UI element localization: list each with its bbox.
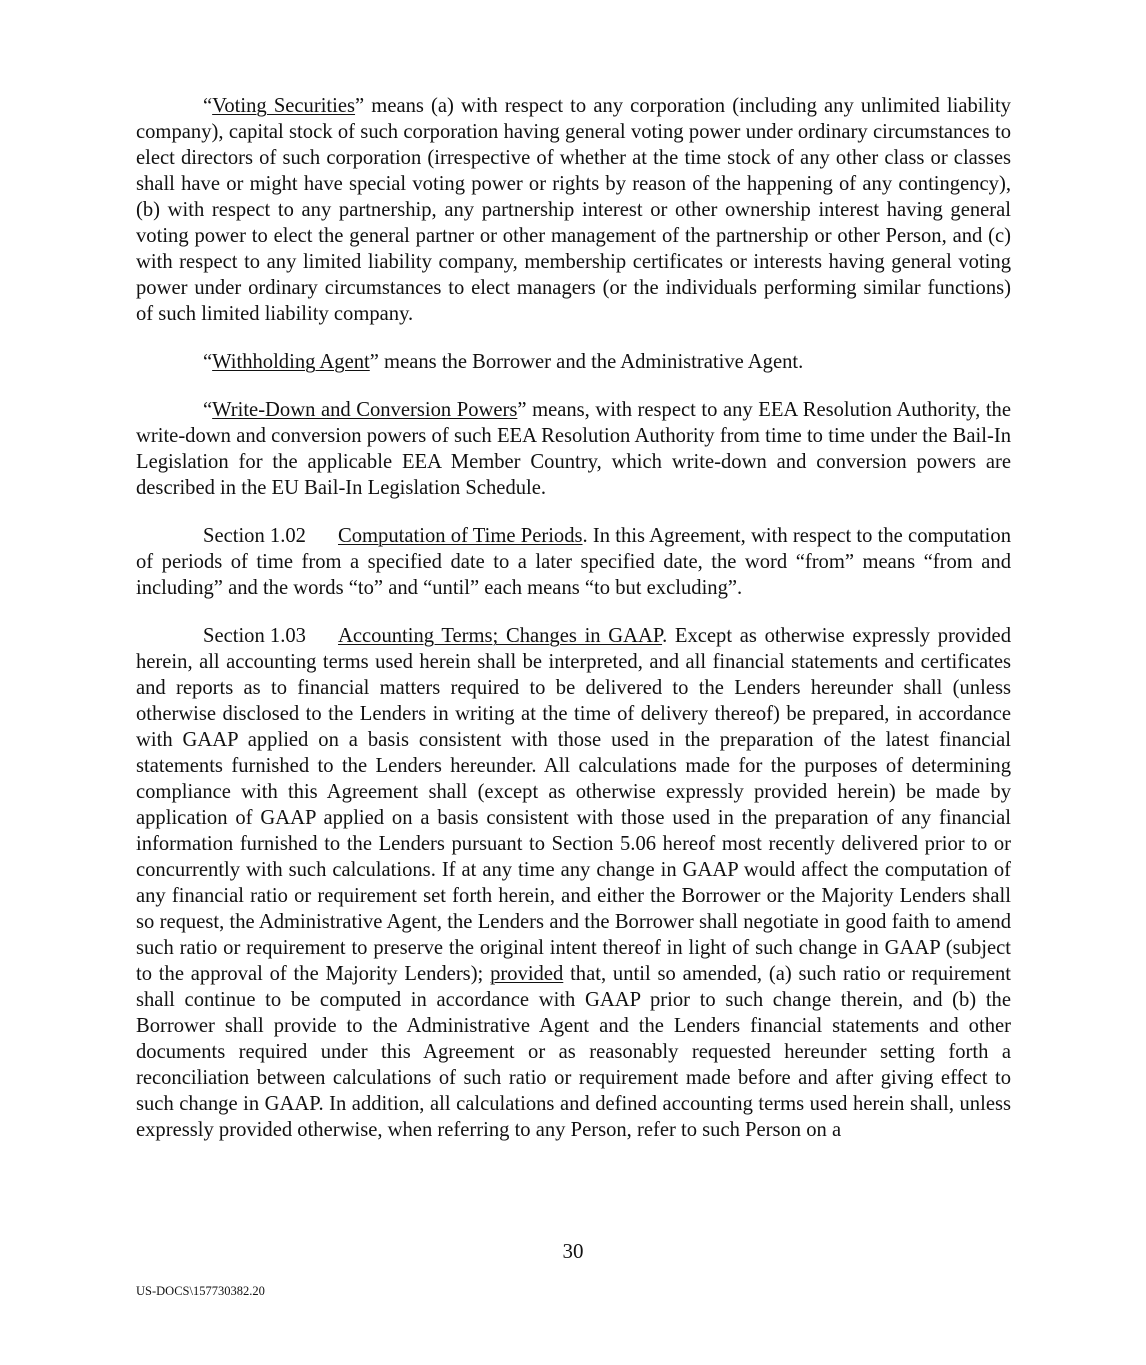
definition-withholding-agent	[136, 349, 1011, 375]
document-id: US-DOCS\157730382.20	[136, 1284, 265, 1298]
definition-text: ” means, with respect to any EEA Resolution Authority, the write-down and conversion powers of such EEA Resolution Authority from time to time under the Bail-In Legislation for the applicable EEA Member Country, which write-down and conversion powers are described in the EU Bail-In Legislation Schedule.	[136, 399, 1011, 499]
open-quote: “	[203, 95, 213, 117]
section-number: Section 1.03	[203, 625, 306, 647]
defined-term: Write-Down and Conversion Powers	[212, 399, 518, 421]
section-heading: Accounting Terms; Changes in GAAP	[338, 625, 663, 647]
section-text: . In this Agreement, with respect to the computation of periods of time from a specified date to a later specified date, the word “from” means “from and including” and the words “to” and “until” each means “to but excluding”.	[136, 525, 1011, 599]
page-number: 30	[562, 1239, 584, 1263]
section-heading: Computation of Time Periods	[338, 525, 583, 547]
definition-text: ” means (a) with respect to any corporation (including any unlimited liability company), capital stock of such corporation having general voting power under ordinary circumstances to elect directors of such corporation (irrespective of whether at the time stock of any other class or classes shall have or might have special voting power or rights by reason of the happening of any contingency), (b) with respect to any partnership, any partnership interest or other ownership interest having general voting power to elect the general partner or other management of the partnership or other Person, and (c) with respect to any limited liability company, membership certificates or interests having general voting power under ordinary circumstances to elect managers (or the individuals performing similar functions) of such limited liability company.	[136, 95, 1011, 325]
definition-text: ” means the Borrower and the Administrative Agent.	[369, 351, 804, 373]
section-number: Section 1.02	[203, 525, 306, 547]
defined-term: Withholding Agent	[212, 351, 370, 373]
section-1-03	[136, 623, 1011, 1143]
section-text: . Except as otherwise expressly provided herein, all accounting terms used herein shall be interpreted, and all financial statements and certificates and reports as to financial matters required to be delivered to the Lenders hereunder shall (unless otherwise disclosed to the Lenders in writing at the time of delivery thereof) be prepared, in accordance with GAAP applied on a basis consistent with those used in the preparation of the latest financial statements furnished to the Lenders hereunder. All calculations made for the purposes of determining compliance with this Agreement shall (except as otherwise expressly provided herein) be made by application of GAAP applied on a basis consistent with those used in the preparation of any financial information furnished to the Lenders pursuant to Section 5.06 hereof most recently delivered prior to or concurrently with such calculations. If at any time any change in GAAP would affect the computation of any financial ratio or requirement set forth herein, and either the Borrower or the Majority Lenders shall so request, the Administrative Agent, the Lenders and the Borrower shall negotiate in good faith to amend such ratio or requirement to preserve the original intent thereof in light of such change in GAAP (subject to the approval of the Majority Lenders);	[136, 625, 1011, 985]
definition-voting-securities	[136, 93, 1011, 327]
document-body	[136, 93, 1011, 1165]
section-1-02	[136, 523, 1011, 601]
definition-write-down-powers	[136, 397, 1011, 501]
section-text-continued: that, until so amended, (a) such ratio or requirement shall continue to be computed in accordance with GAAP prior to such change therein, and (b) the Borrower shall provide to the Administrative Agent and the Lenders financial statements and other documents required under this Agreement or as reasonably requested hereunder setting forth a reconciliation between calculations of such ratio or requirement made before and after giving effect to such change in GAAP. In addition, all calculations and defined accounting terms used herein shall, unless expressly provided otherwise, when referring to any Person, refer to such Person on a	[136, 963, 1011, 1141]
proviso-term: provided	[490, 963, 564, 985]
open-quote: “	[203, 399, 213, 421]
open-quote: “	[203, 351, 213, 373]
defined-term: Voting Securities	[212, 95, 356, 117]
